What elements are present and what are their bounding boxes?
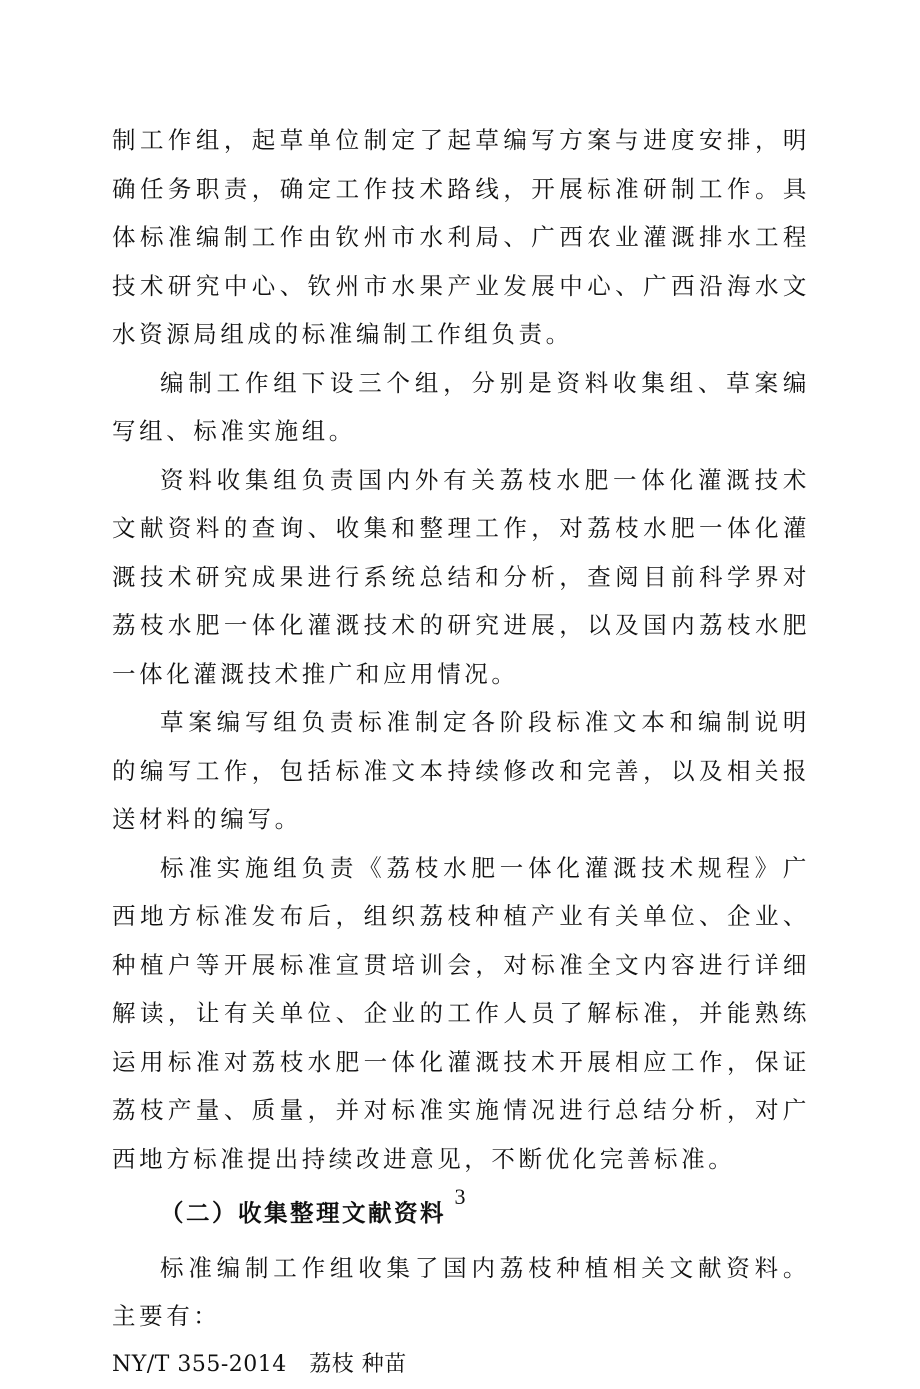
paragraph-draft-writing-group: 草案编写组负责标准制定各阶段标准文本和编制说明的编写工作，包括标准文本持续修改和完善，以及相关报送材料的编写。 <box>112 698 810 844</box>
paragraph-implementation-group: 标准实施组负责《荔枝水肥一体化灌溉技术规程》广西地方标准发布后，组织荔枝种植产业有关单位、企业、种植户等开展标准宣贯培训会，对标准全文内容进行详细解读，让有关单位、企业的工作人员了解标准，并能熟练运用标准对荔枝水肥一体化灌溉技术开展相应工作，保证荔枝产量、质量，并对标准实施情况进行总结分析，对广西地方标准提出持续改进意见，不断优化完善标准。 <box>112 844 810 1184</box>
section-intro: 标准编制工作组收集了国内荔枝种植相关文献资料。主要有： <box>112 1244 810 1341</box>
page-number: 3 <box>0 1184 920 1210</box>
reference-code: NY/T 355-2014 <box>112 1352 287 1377</box>
section-heading: （二）收集整理文献资料 <box>112 1189 810 1238</box>
reference-title: 荔枝 种苗 <box>309 1352 407 1377</box>
reference-item <box>112 1341 810 1389</box>
paragraph-data-collection-group: 资料收集组负责国内外有关荔枝水肥一体化灌溉技术文献资料的查询、收集和整理工作，对荔枝水肥一体化灌溉技术研究成果进行系统总结和分析，查阅目前科学界对荔枝水肥一体化灌溉技术的研究进展，以及国内荔枝水肥一体化灌溉技术推广和应用情况。 <box>112 456 810 699</box>
paragraph-working-group: 制工作组，起草单位制定了起草编写方案与进度安排，明确任务职责，确定工作技术路线，开展标准研制工作。具体标准编制工作由钦州市水利局、广西农业灌溉排水工程技术研究中心、钦州市水果产业发展中心、广西沿海水文水资源局组成的标准编制工作组负责。 <box>112 116 810 359</box>
paragraph-subgroups: 编制工作组下设三个组，分别是资料收集组、草案编写组、标准实施组。 <box>112 359 810 456</box>
